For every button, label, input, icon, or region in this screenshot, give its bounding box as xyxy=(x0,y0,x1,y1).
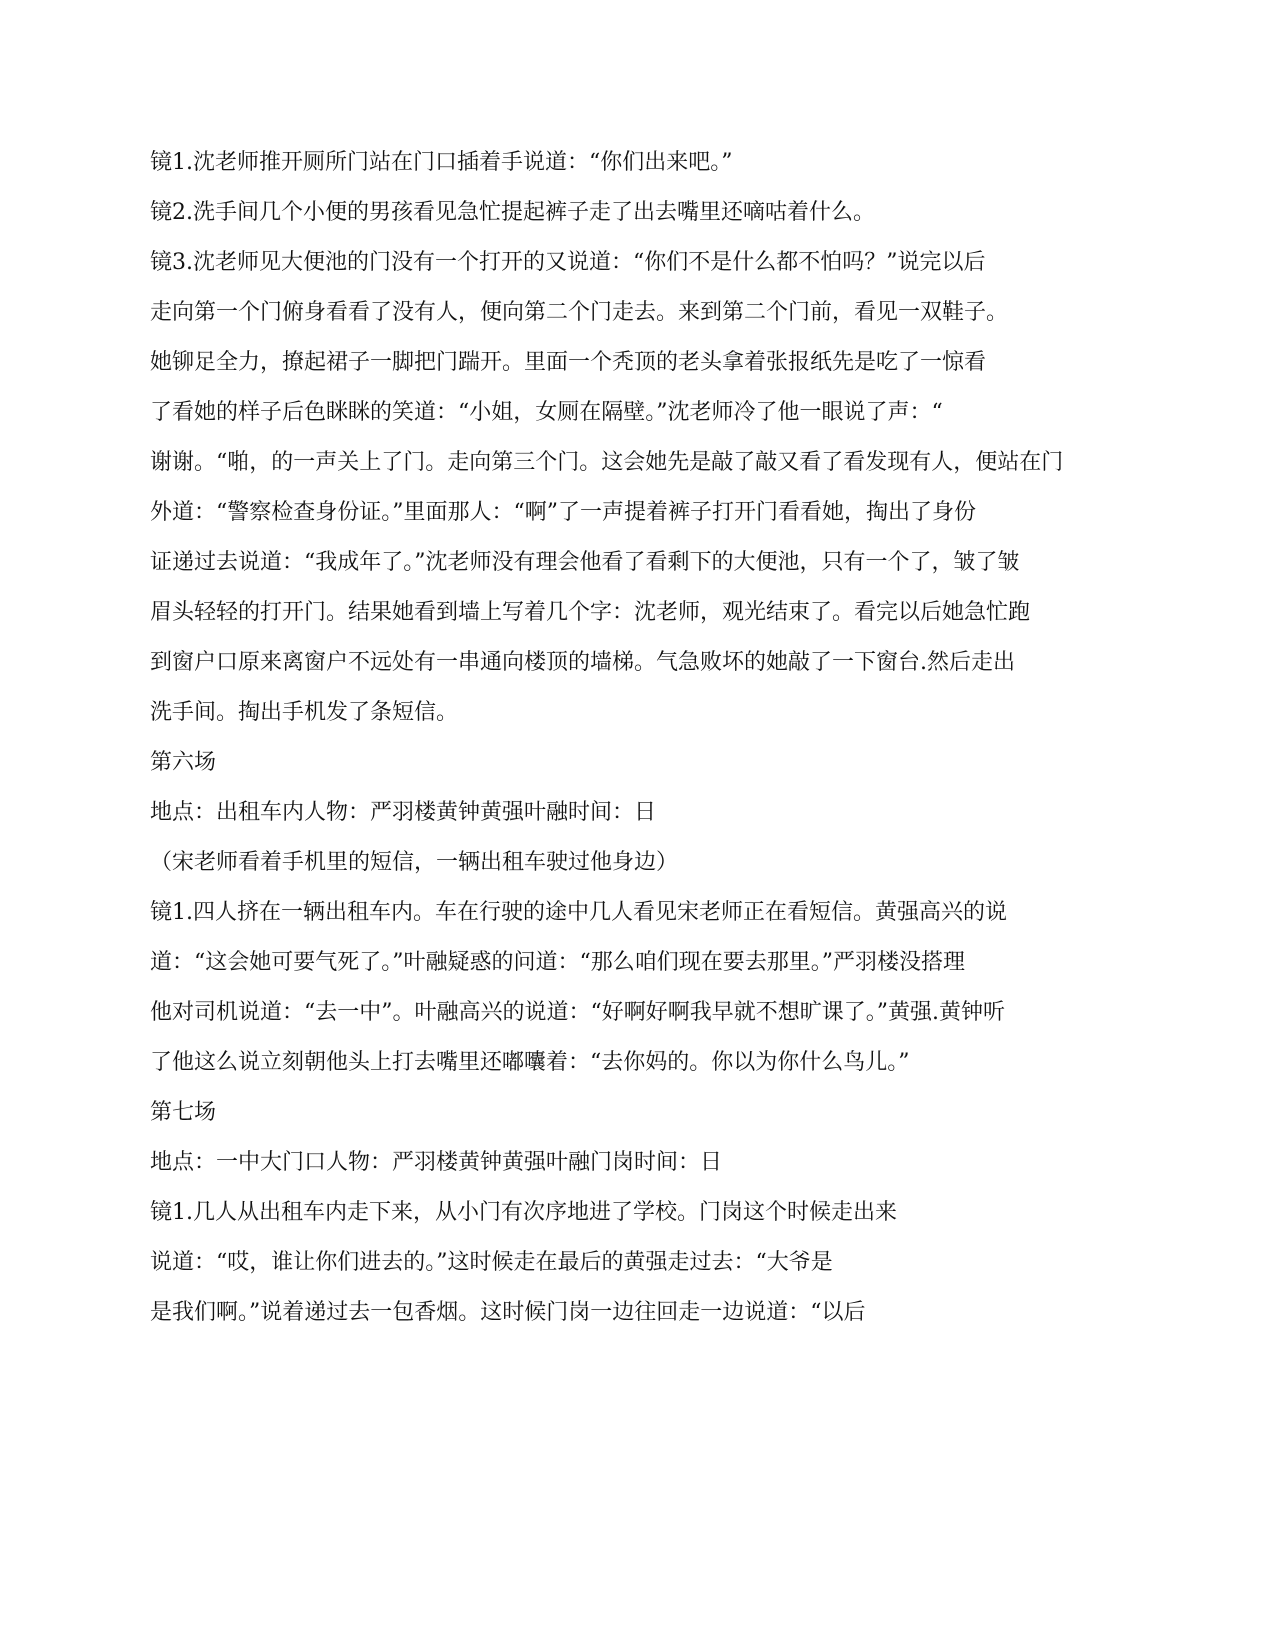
text-line: 洗手间。掏出手机发了条短信。 xyxy=(150,700,459,725)
text-line: 镜1.四人挤在一辆出租车内。车在行驶的途中几人看见宋老师正在看短信。黄强高兴的说 xyxy=(150,900,1007,925)
scene-info: 地点：一中大门口人物：严羽楼黄钟黄强叶融门岗时间：日 xyxy=(150,1150,723,1175)
text-line: 证递过去说道：“我成年了。”沈老师没有理会他看了看剩下的大便池，只有一个了，皱了皱 xyxy=(150,550,1020,575)
text-line: 她铆足全力，撩起裙子一脚把门踹开。里面一个秃顶的老头拿着张报纸先是吃了一惊看 xyxy=(150,350,987,375)
text-line: 了他这么说立刻朝他头上打去嘴里还嘟囔着：“去你妈的。你以为你什么鸟儿。” xyxy=(150,1050,910,1075)
text-line: 镜1.沈老师推开厕所门站在门口插着手说道：“你们出来吧。” xyxy=(150,150,733,175)
text-line: 谢谢。“啪，的一声关上了门。走向第三个门。这会她先是敲了敲又看了看发现有人，便站在门 xyxy=(150,450,1064,475)
text-line: 是我们啊。”说着递过去一包香烟。这时候门岗一边往回走一边说道：“以后 xyxy=(150,1300,866,1325)
text-line: 镜1.几人从出租车内走下来，从小门有次序地进了学校。门岗这个时候走出来 xyxy=(150,1200,897,1225)
text-line: 眉头轻轻的打开门。结果她看到墙上写着几个字：沈老师，观光结束了。看完以后她急忙跑 xyxy=(150,600,1031,625)
text-line: 说道：“哎，谁让你们进去的。”这时候走在最后的黄强走过去：“大爷是 xyxy=(150,1250,833,1275)
text-line: 到窗户口原来离窗户不远处有一串通向楼顶的墙梯。气急败坏的她敲了一下窗台.然后走出 xyxy=(150,650,1015,675)
text-line: 他对司机说道：“去一中”。叶融高兴的说道：“好啊好啊我早就不想旷课了。”黄强.黄钟听 xyxy=(150,1000,1005,1025)
document-body xyxy=(150,148,1135,1348)
text-line: 了看她的样子后色眯眯的笑道：“小姐，女厕在隔壁。”沈老师冷了他一眼说了声：“ xyxy=(150,400,943,425)
text-line: 外道：“警察检查身份证。”里面那人：“啊”了一声提着裤子打开门看看她，掏出了身份 xyxy=(150,500,976,525)
text-line: 道：“这会她可要气死了。”叶融疑惑的问道：“那么咱们现在要去那里。”严羽楼没搭理 xyxy=(150,950,965,975)
stage-direction: （宋老师看着手机里的短信，一辆出租车驶过他身边） xyxy=(150,850,679,875)
text-line: 走向第一个门俯身看看了没有人，便向第二个门走去。来到第二个门前，看见一双鞋子。 xyxy=(150,300,1009,325)
scene-info: 地点：出租车内人物：严羽楼黄钟黄强叶融时间：日 xyxy=(150,800,657,825)
text-line: 镜3.沈老师见大便池的门没有一个打开的又说道：“你们不是什么都不怕吗？”说完以后 xyxy=(150,250,986,275)
scene-heading: 第七场 xyxy=(150,1100,217,1125)
scene-heading: 第六场 xyxy=(150,750,217,775)
text-line: 镜2.洗手间几个小便的男孩看见急忙提起裤子走了出去嘴里还嘀咕着什么。 xyxy=(150,200,875,225)
